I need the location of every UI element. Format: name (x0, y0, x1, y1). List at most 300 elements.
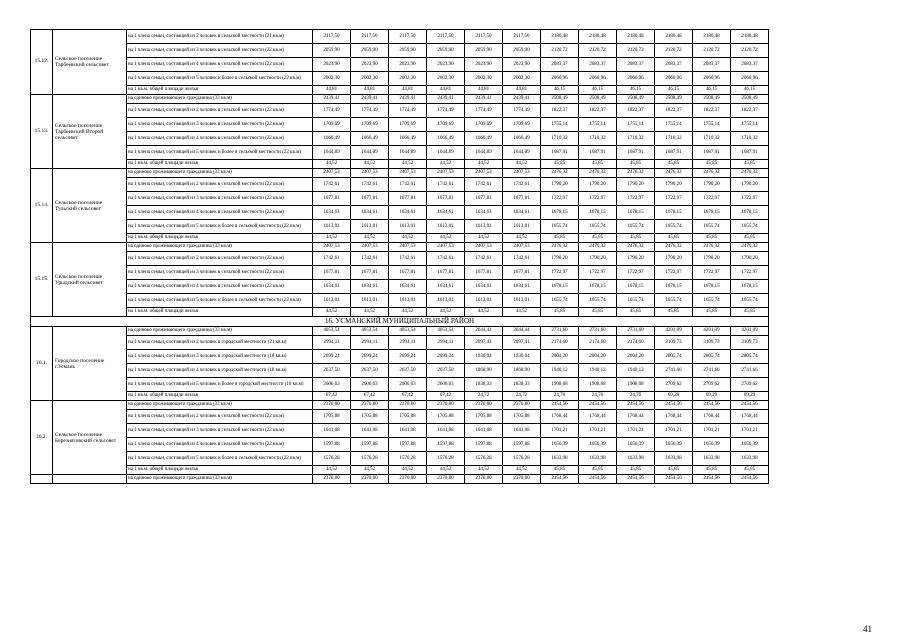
table-row (31, 452, 769, 466)
group-code: 15.12. (31, 30, 53, 95)
value-cell: 1687,91 (655, 146, 693, 160)
row-label: на 1 кв.м. общей площади жилья (127, 308, 313, 317)
value-cell: 2454,56 (693, 401, 731, 410)
value-cell: 1633,98 (731, 452, 769, 466)
value-cell: 2117,50 (351, 30, 389, 44)
value-cell: 1677,81 (465, 266, 503, 280)
value-cell: 2476,32 (693, 169, 731, 178)
value-cell: 1742,61 (351, 178, 389, 192)
value-cell: 44,52 (313, 234, 351, 243)
value-cell: 2508,49 (731, 95, 769, 104)
value-cell: 2370,80 (465, 401, 503, 410)
value-cell: 2407,53 (351, 169, 389, 178)
value-cell: 1687,91 (579, 146, 617, 160)
value-cell: 1644,89 (427, 146, 465, 160)
value-cell: 1633,98 (579, 452, 617, 466)
value-cell: 44,52 (503, 466, 541, 475)
value-cell: 1722,97 (693, 192, 731, 206)
value-cell: 2606,63 (389, 378, 427, 392)
value-cell: 3109,73 (655, 336, 693, 350)
value-cell: 2002,30 (465, 72, 503, 86)
value-cell: 1710,32 (617, 132, 655, 146)
value-cell: 1634,61 (503, 206, 541, 220)
value-cell: 2454,56 (655, 401, 693, 410)
value-cell: 67,42 (427, 392, 465, 401)
value-cell: 24,76 (579, 392, 617, 401)
value-cell: 1634,61 (351, 280, 389, 294)
value-cell: 2644,44 (503, 327, 541, 336)
table-row (31, 44, 769, 58)
value-cell: 2407,53 (427, 243, 465, 252)
value-cell: 1576,28 (389, 452, 427, 466)
value-cell: 2060,96 (541, 72, 579, 86)
value-cell: 2120,72 (655, 44, 693, 58)
row-label: на 1 члена семьи, состоящей из 4 человек в сельской местности (22 кв.м) (127, 206, 313, 220)
value-cell: 2508,49 (693, 95, 731, 104)
table-row (31, 424, 769, 438)
value-cell: 1709,69 (313, 118, 351, 132)
value-cell: 1701,21 (731, 424, 769, 438)
value-cell: 1701,21 (655, 424, 693, 438)
table-row (31, 243, 769, 252)
value-cell: 2454,56 (617, 475, 655, 484)
table-row (31, 206, 769, 220)
value-cell: 1634,61 (427, 280, 465, 294)
value-cell: 44,81 (351, 86, 389, 95)
value-cell: 2439,41 (389, 95, 427, 104)
value-cell: 2407,53 (503, 243, 541, 252)
value-cell: 1742,61 (351, 252, 389, 266)
value-cell: 1613,01 (351, 220, 389, 234)
value-cell: 1709,69 (389, 118, 427, 132)
value-cell: 44,81 (427, 86, 465, 95)
value-cell: 2454,56 (541, 401, 579, 410)
value-cell: 2508,49 (579, 95, 617, 104)
value-cell: 44,52 (389, 160, 427, 169)
empty-cell (53, 475, 127, 484)
value-cell: 1705,88 (503, 410, 541, 424)
value-cell: 1597,88 (503, 438, 541, 452)
value-cell: 1655,74 (617, 294, 655, 308)
value-cell: 45,85 (541, 308, 579, 317)
value-cell: 24,72 (503, 392, 541, 401)
value-cell: 2023,90 (465, 58, 503, 72)
table-row (31, 308, 769, 317)
row-label: на одиноко проживающего гражданина (33 кв.м) (127, 243, 313, 252)
value-cell: 1755,14 (579, 118, 617, 132)
table-row (31, 118, 769, 132)
value-cell: 1633,98 (617, 452, 655, 466)
value-cell: 1822,37 (579, 104, 617, 118)
value-cell: 1768,44 (655, 410, 693, 424)
value-cell: 2476,32 (731, 243, 769, 252)
value-cell: 1822,37 (731, 104, 769, 118)
value-cell: 1634,61 (465, 280, 503, 294)
value-cell: 1678,15 (541, 206, 579, 220)
value-cell: 45,85 (655, 234, 693, 243)
value-cell: 2117,50 (389, 30, 427, 44)
value-cell: 1790,20 (731, 252, 769, 266)
table-row (31, 234, 769, 243)
value-cell: 1644,89 (389, 146, 427, 160)
value-cell: 2174,60 (617, 336, 655, 350)
value-cell: 1655,74 (617, 220, 655, 234)
value-cell: 1790,20 (579, 252, 617, 266)
value-cell: 44,52 (351, 160, 389, 169)
value-cell: 1868,90 (465, 364, 503, 378)
value-cell: 1838,33 (503, 378, 541, 392)
value-cell: 2731,60 (617, 327, 655, 336)
value-cell: 1705,88 (389, 410, 427, 424)
table-row (31, 58, 769, 72)
value-cell: 1678,15 (579, 280, 617, 294)
value-cell: 1908,08 (617, 378, 655, 392)
row-label: на одиноко проживающего гражданина (33 кв.м) (127, 169, 313, 178)
table-row (31, 410, 769, 424)
value-cell: 2994,11 (389, 336, 427, 350)
value-cell: 2709,62 (655, 378, 693, 392)
value-cell: 2476,32 (655, 169, 693, 178)
value-cell: 1774,49 (427, 104, 465, 118)
value-cell: 3109,73 (693, 336, 731, 350)
value-cell: 2454,56 (579, 401, 617, 410)
value-cell: 1774,49 (503, 104, 541, 118)
value-cell: 1790,20 (541, 178, 579, 192)
row-label: на 1 кв.м. общей площади жилья (127, 466, 313, 475)
row-label: на 1 члена семьи, состоящей из 2 человек в сельской местности (22 кв.м) (127, 104, 313, 118)
value-cell: 1656,39 (655, 438, 693, 452)
value-cell: 44,52 (465, 308, 503, 317)
value-cell: 1641,08 (503, 424, 541, 438)
value-cell: 1656,39 (617, 438, 655, 452)
value-cell: 1613,01 (465, 220, 503, 234)
value-cell: 2120,72 (579, 44, 617, 58)
value-cell: 1613,01 (503, 294, 541, 308)
value-cell: 2083,37 (579, 58, 617, 72)
group-name: Сельское поселение Тарбеевский Второй сельсовет (53, 95, 127, 169)
value-cell: 1677,81 (503, 192, 541, 206)
value-cell: 1634,61 (465, 206, 503, 220)
value-cell: 1677,81 (503, 266, 541, 280)
value-cell: 1677,81 (465, 192, 503, 206)
table-row (31, 364, 769, 378)
value-cell: 2004,20 (617, 350, 655, 364)
value-cell: 67,42 (313, 392, 351, 401)
value-cell: 1678,15 (617, 280, 655, 294)
value-cell: 1634,61 (313, 206, 351, 220)
value-cell: 2117,50 (465, 30, 503, 44)
value-cell: 1634,61 (427, 206, 465, 220)
value-cell: 1722,97 (541, 192, 579, 206)
value-cell: 44,52 (313, 160, 351, 169)
value-cell: 1822,37 (655, 104, 693, 118)
value-cell: 1655,74 (541, 220, 579, 234)
value-cell: 2731,60 (579, 327, 617, 336)
row-label: на одиноко проживающего гражданина (33 кв.м) (127, 327, 313, 336)
value-cell: 1677,81 (427, 192, 465, 206)
table-row (31, 95, 769, 104)
value-cell: 44,52 (389, 466, 427, 475)
value-cell: 2059,90 (503, 44, 541, 58)
value-cell: 1790,20 (693, 252, 731, 266)
value-cell: 1742,61 (503, 252, 541, 266)
value-cell: 1722,97 (655, 192, 693, 206)
value-cell: 1666,49 (313, 132, 351, 146)
value-cell: 1705,88 (351, 410, 389, 424)
row-label: на 1 члена семьи, состоящей из 2 человек в городской местности (21 кв.м) (127, 336, 313, 350)
table-row (31, 336, 769, 350)
value-cell: 3109,73 (731, 336, 769, 350)
value-cell: 1656,39 (579, 438, 617, 452)
value-cell: 2476,32 (655, 243, 693, 252)
table-row (31, 132, 769, 146)
value-cell: 45,85 (579, 466, 617, 475)
value-cell: 46,15 (693, 86, 731, 95)
value-cell: 1822,37 (617, 104, 655, 118)
value-cell: 1576,28 (313, 452, 351, 466)
value-cell: 69,29 (731, 392, 769, 401)
value-cell: 2637,50 (351, 364, 389, 378)
value-cell: 1634,61 (503, 280, 541, 294)
value-cell: 1656,39 (731, 438, 769, 452)
row-label: на 1 члена семьи, состоящей из 3 человек в сельской местности (22 кв.м) (127, 118, 313, 132)
table-row (31, 252, 769, 266)
value-cell: 2002,30 (351, 72, 389, 86)
value-cell: 1742,61 (465, 252, 503, 266)
value-cell: 46,15 (655, 86, 693, 95)
row-label: на одиноко проживающего гражданина (33 кв.м) (127, 401, 313, 410)
value-cell: 2083,37 (541, 58, 579, 72)
value-cell: 2407,53 (351, 243, 389, 252)
value-cell: 2370,80 (351, 401, 389, 410)
table-row (31, 169, 769, 178)
row-label: на 1 кв.м. общей площади жилья (127, 160, 313, 169)
value-cell: 45,85 (617, 308, 655, 317)
value-cell: 2407,53 (389, 243, 427, 252)
value-cell: 2709,62 (731, 378, 769, 392)
row-label: на 1 члена семьи, состоящей из 5 человек и более в городской местности (18 кв.м) (127, 378, 313, 392)
value-cell: 2180,48 (617, 30, 655, 44)
value-cell: 2059,90 (313, 44, 351, 58)
table-row (31, 160, 769, 169)
value-cell: 44,81 (503, 86, 541, 95)
row-label: на 1 члена семьи, состоящей из 2 человек в сельской местности (22 кв.м) (127, 410, 313, 424)
value-cell: 2120,72 (731, 44, 769, 58)
value-cell: 2476,32 (617, 169, 655, 178)
row-label: на 1 члена семьи, состоящей из 5 человек и более в сельской местности (22 кв.м) (127, 146, 313, 160)
value-cell: 2023,90 (351, 58, 389, 72)
value-cell: 1666,49 (389, 132, 427, 146)
value-cell: 2741,66 (693, 364, 731, 378)
value-cell: 1644,89 (503, 146, 541, 160)
row-label: на 1 кв.м. общей площади жилья (127, 392, 313, 401)
value-cell: 1709,69 (351, 118, 389, 132)
table-row (31, 280, 769, 294)
value-cell: 2180,48 (541, 30, 579, 44)
value-cell: 2606,63 (427, 378, 465, 392)
group-code: 16.2. (31, 401, 53, 475)
value-cell: 1822,37 (693, 104, 731, 118)
value-cell: 45,85 (617, 234, 655, 243)
value-cell: 69,29 (693, 392, 731, 401)
value-cell: 24,76 (617, 392, 655, 401)
value-cell: 2083,37 (617, 58, 655, 72)
value-cell: 2120,72 (541, 44, 579, 58)
value-cell: 1655,74 (579, 220, 617, 234)
table-row (31, 104, 769, 118)
value-cell: 2407,53 (465, 243, 503, 252)
value-cell: 1644,89 (465, 146, 503, 160)
value-cell: 2060,96 (655, 72, 693, 86)
value-cell: 1930,04 (465, 350, 503, 364)
value-cell: 44,81 (313, 86, 351, 95)
value-cell: 1613,01 (313, 294, 351, 308)
value-cell: 1678,15 (731, 280, 769, 294)
value-cell: 45,85 (579, 160, 617, 169)
value-cell: 45,85 (731, 160, 769, 169)
table-row (31, 350, 769, 364)
value-cell: 1709,69 (427, 118, 465, 132)
row-label: на 1 члена семьи, состоящей из 2 человек в сельской местности (22 кв.м) (127, 178, 313, 192)
value-cell: 1641,08 (427, 424, 465, 438)
value-cell: 4201,09 (731, 327, 769, 336)
value-cell: 2508,49 (617, 95, 655, 104)
value-cell: 44,52 (351, 308, 389, 317)
value-cell: 2023,90 (503, 58, 541, 72)
value-cell: 2454,56 (655, 475, 693, 484)
value-cell: 44,52 (313, 466, 351, 475)
value-cell: 2699,24 (313, 350, 351, 364)
value-cell: 1705,88 (465, 410, 503, 424)
value-cell: 2454,56 (693, 475, 731, 484)
value-cell: 44,52 (503, 160, 541, 169)
group-code: 15.13. (31, 95, 53, 169)
value-cell: 1868,90 (503, 364, 541, 378)
value-cell: 2606,63 (313, 378, 351, 392)
value-cell: 1790,20 (617, 252, 655, 266)
row-label: на 1 члена семьи, состоящей из 4 человек в сельской местности (22 кв.м) (127, 132, 313, 146)
value-cell: 45,85 (655, 466, 693, 475)
value-cell: 1678,15 (731, 206, 769, 220)
value-cell: 44,52 (389, 308, 427, 317)
value-cell: 1677,81 (389, 266, 427, 280)
value-cell: 1710,32 (693, 132, 731, 146)
value-cell: 1768,44 (541, 410, 579, 424)
value-cell: 24,72 (465, 392, 503, 401)
value-cell: 2476,32 (693, 243, 731, 252)
value-cell: 2370,80 (503, 475, 541, 484)
value-cell: 2180,48 (693, 30, 731, 44)
row-label: на 1 члена семьи, состоящей из 3 человек в городской местности (18 кв.м) (127, 350, 313, 364)
value-cell: 4053,54 (389, 327, 427, 336)
value-cell: 1790,20 (541, 252, 579, 266)
value-cell: 44,81 (389, 86, 427, 95)
group-code: 15.14. (31, 169, 53, 243)
value-cell: 1701,21 (617, 424, 655, 438)
value-cell: 2174,60 (579, 336, 617, 350)
value-cell: 1634,61 (389, 206, 427, 220)
table-row (31, 438, 769, 452)
value-cell: 44,52 (503, 234, 541, 243)
value-cell: 46,15 (579, 86, 617, 95)
value-cell: 2083,37 (693, 58, 731, 72)
value-cell: 2454,56 (541, 475, 579, 484)
value-cell: 1742,61 (427, 178, 465, 192)
value-cell: 1755,14 (731, 118, 769, 132)
value-cell: 1790,20 (655, 252, 693, 266)
value-cell: 1677,81 (351, 266, 389, 280)
value-cell: 1687,91 (731, 146, 769, 160)
value-cell: 1641,08 (465, 424, 503, 438)
value-cell: 2083,37 (731, 58, 769, 72)
value-cell: 1633,98 (693, 452, 731, 466)
group-code: 15.15. (31, 243, 53, 317)
value-cell: 2805,74 (693, 350, 731, 364)
value-cell: 2637,50 (389, 364, 427, 378)
value-cell: 2699,24 (427, 350, 465, 364)
value-cell: 1644,89 (313, 146, 351, 160)
value-cell: 45,85 (579, 234, 617, 243)
value-cell: 24,76 (541, 392, 579, 401)
value-cell: 1655,74 (693, 220, 731, 234)
row-label: на 1 члена семьи, состоящей из 3 человек в сельской местности (22 кв.м) (127, 192, 313, 206)
value-cell: 45,85 (579, 308, 617, 317)
value-cell: 2083,37 (655, 58, 693, 72)
value-cell: 2407,53 (503, 169, 541, 178)
value-cell: 1908,08 (541, 378, 579, 392)
value-cell: 1655,74 (693, 294, 731, 308)
value-cell: 1655,74 (731, 294, 769, 308)
value-cell: 1576,28 (465, 452, 503, 466)
value-cell: 44,52 (465, 160, 503, 169)
value-cell: 2994,11 (313, 336, 351, 350)
value-cell: 1677,81 (389, 192, 427, 206)
value-cell: 2370,80 (503, 401, 541, 410)
row-label: на 1 члена семьи, состоящей из 3 человек в сельской местности (22 кв.м) (127, 44, 313, 58)
value-cell: 1666,49 (351, 132, 389, 146)
value-cell: 1722,97 (541, 266, 579, 280)
page-number: 41 (863, 624, 872, 634)
value-cell: 1634,61 (313, 280, 351, 294)
value-cell: 2097,41 (503, 336, 541, 350)
value-cell: 69,29 (655, 392, 693, 401)
value-cell: 1768,44 (693, 410, 731, 424)
value-cell: 1722,97 (731, 192, 769, 206)
value-cell: 2407,53 (313, 243, 351, 252)
value-cell: 2060,96 (731, 72, 769, 86)
row-label: на 1 члена семьи, состоящей из 5 человек и более в сельской местности (22 кв.м) (127, 72, 313, 86)
row-label: на 1 кв.м. общей площади жилья (127, 86, 313, 95)
value-cell: 1908,08 (579, 378, 617, 392)
value-cell: 2370,80 (313, 401, 351, 410)
value-cell: 2370,80 (389, 401, 427, 410)
row-label: на 1 члена семьи, состоящей из 5 человек и более в сельской местности (22 кв.м) (127, 294, 313, 308)
value-cell: 1755,14 (541, 118, 579, 132)
table-row (31, 378, 769, 392)
value-cell: 1768,44 (617, 410, 655, 424)
value-cell: 2508,49 (655, 95, 693, 104)
table-row (31, 30, 769, 44)
value-cell: 1705,88 (313, 410, 351, 424)
value-cell: 2407,53 (313, 169, 351, 178)
value-cell: 2002,30 (427, 72, 465, 86)
value-cell: 1678,15 (655, 206, 693, 220)
value-cell: 1755,14 (693, 118, 731, 132)
value-cell: 1742,61 (465, 178, 503, 192)
table-row (31, 72, 769, 86)
value-cell: 2370,80 (313, 475, 351, 484)
value-cell: 1742,61 (389, 178, 427, 192)
